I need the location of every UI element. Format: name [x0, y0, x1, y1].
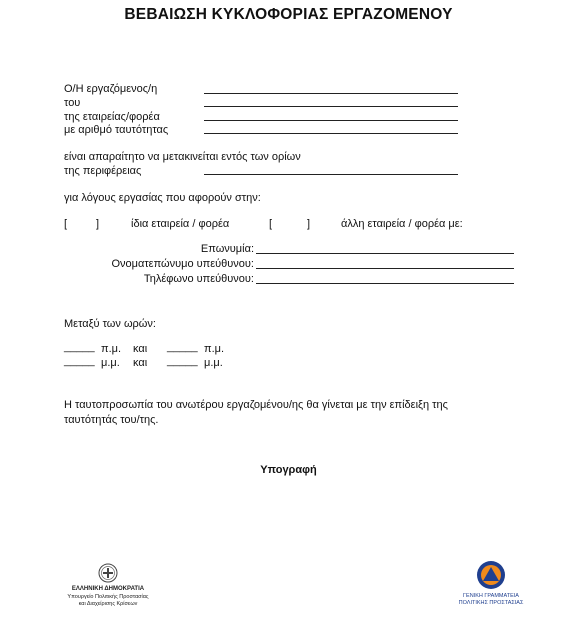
company-name-field[interactable] [256, 253, 514, 254]
other-company-checkbox-open[interactable]: [ [269, 218, 273, 230]
company-name-label: Επωνυμία: [200, 243, 254, 255]
company-field[interactable] [204, 120, 458, 121]
identity-note-line-1: Η ταυτοπροσωπία του ανωτέρου εργαζομένου/ης θα γίνεται με την επίδειξη της [64, 399, 448, 411]
father-name-field[interactable] [204, 106, 458, 107]
employee-label: Ο/Η εργαζόμενος/η [64, 83, 158, 95]
other-company-checkbox-close[interactable]: ] [307, 218, 311, 230]
same-company-option-label: ίδια εταιρεία / φορέα [131, 218, 230, 230]
civil-protection-logo [456, 560, 526, 618]
signature-label: Υπογραφή [260, 464, 317, 476]
pm-label-2: μ.μ. [204, 357, 223, 369]
hours-label: Μεταξύ των ωρών: [64, 318, 156, 330]
necessity-text: είναι απαραίτητο να μετακινείται εντός των ορίων [64, 151, 301, 163]
am-label: π.μ. [101, 343, 122, 355]
general-secretariat-line-1: ΓΕΝΙΚΗ ΓΡΑΜΜΑΤΕΙΑ [463, 593, 519, 599]
responsible-phone-field[interactable] [256, 283, 514, 284]
same-company-checkbox-open[interactable]: [ [64, 218, 68, 230]
pm-label: μ.μ. [101, 357, 120, 369]
hellenic-republic-logo [48, 562, 168, 618]
responsible-person-field[interactable] [256, 268, 514, 269]
ministry-line-2: και Διαχείρισης Κρίσεων [78, 601, 138, 607]
of-label: του [64, 97, 81, 109]
greek-coat-of-arms-icon [98, 562, 118, 584]
other-company-option-label: άλλη εταιρεία / φορέα με: [341, 218, 463, 230]
identity-note-line-2: ταυτότητάς του/της. [64, 414, 159, 426]
hour-from-pm-field[interactable]: _____ [64, 355, 95, 367]
region-field[interactable] [204, 174, 458, 175]
civil-protection-emblem-icon [476, 560, 506, 590]
id-number-field[interactable] [204, 133, 458, 134]
reason-label: για λόγους εργασίας που αφορούν στην: [64, 192, 261, 204]
page-title: ΒΕΒΑΙΩΣΗ ΚΥΚΛΟΦΟΡΙΑΣ ΕΡΓΑΖΟΜΕΝΟΥ [124, 6, 453, 23]
region-label: της περιφέρειας [64, 165, 142, 177]
employee-name-field[interactable] [204, 93, 458, 94]
responsible-person-label: Ονοματεπώνυμο υπεύθυνου: [111, 258, 254, 270]
id-number-label: με αριθμό ταυτότητας [64, 124, 169, 136]
ministry-line-1: Υπουργείο Πολιτικής Προστασίας [67, 594, 149, 600]
and-label-2: και [133, 357, 148, 369]
and-label: και [133, 343, 148, 355]
hour-from-am-field[interactable]: _____ [64, 341, 95, 353]
same-company-checkbox-close[interactable]: ] [96, 218, 100, 230]
am-label-2: π.μ. [204, 343, 225, 355]
hellenic-republic-text: ΕΛΛΗΝΙΚΗ ΔΗΜΟΚΡΑΤΙΑ [71, 586, 145, 592]
hour-to-pm-field[interactable]: _____ [167, 355, 198, 367]
hour-to-am-field[interactable]: _____ [167, 341, 198, 353]
general-secretariat-line-2: ΠΟΛΙΤΙΚΗΣ ΠΡΟΣΤΑΣΙΑΣ [458, 600, 524, 606]
company-label: της εταιρείας/φορέα [64, 111, 160, 123]
responsible-phone-label: Τηλέφωνο υπεύθυνου: [143, 273, 254, 285]
